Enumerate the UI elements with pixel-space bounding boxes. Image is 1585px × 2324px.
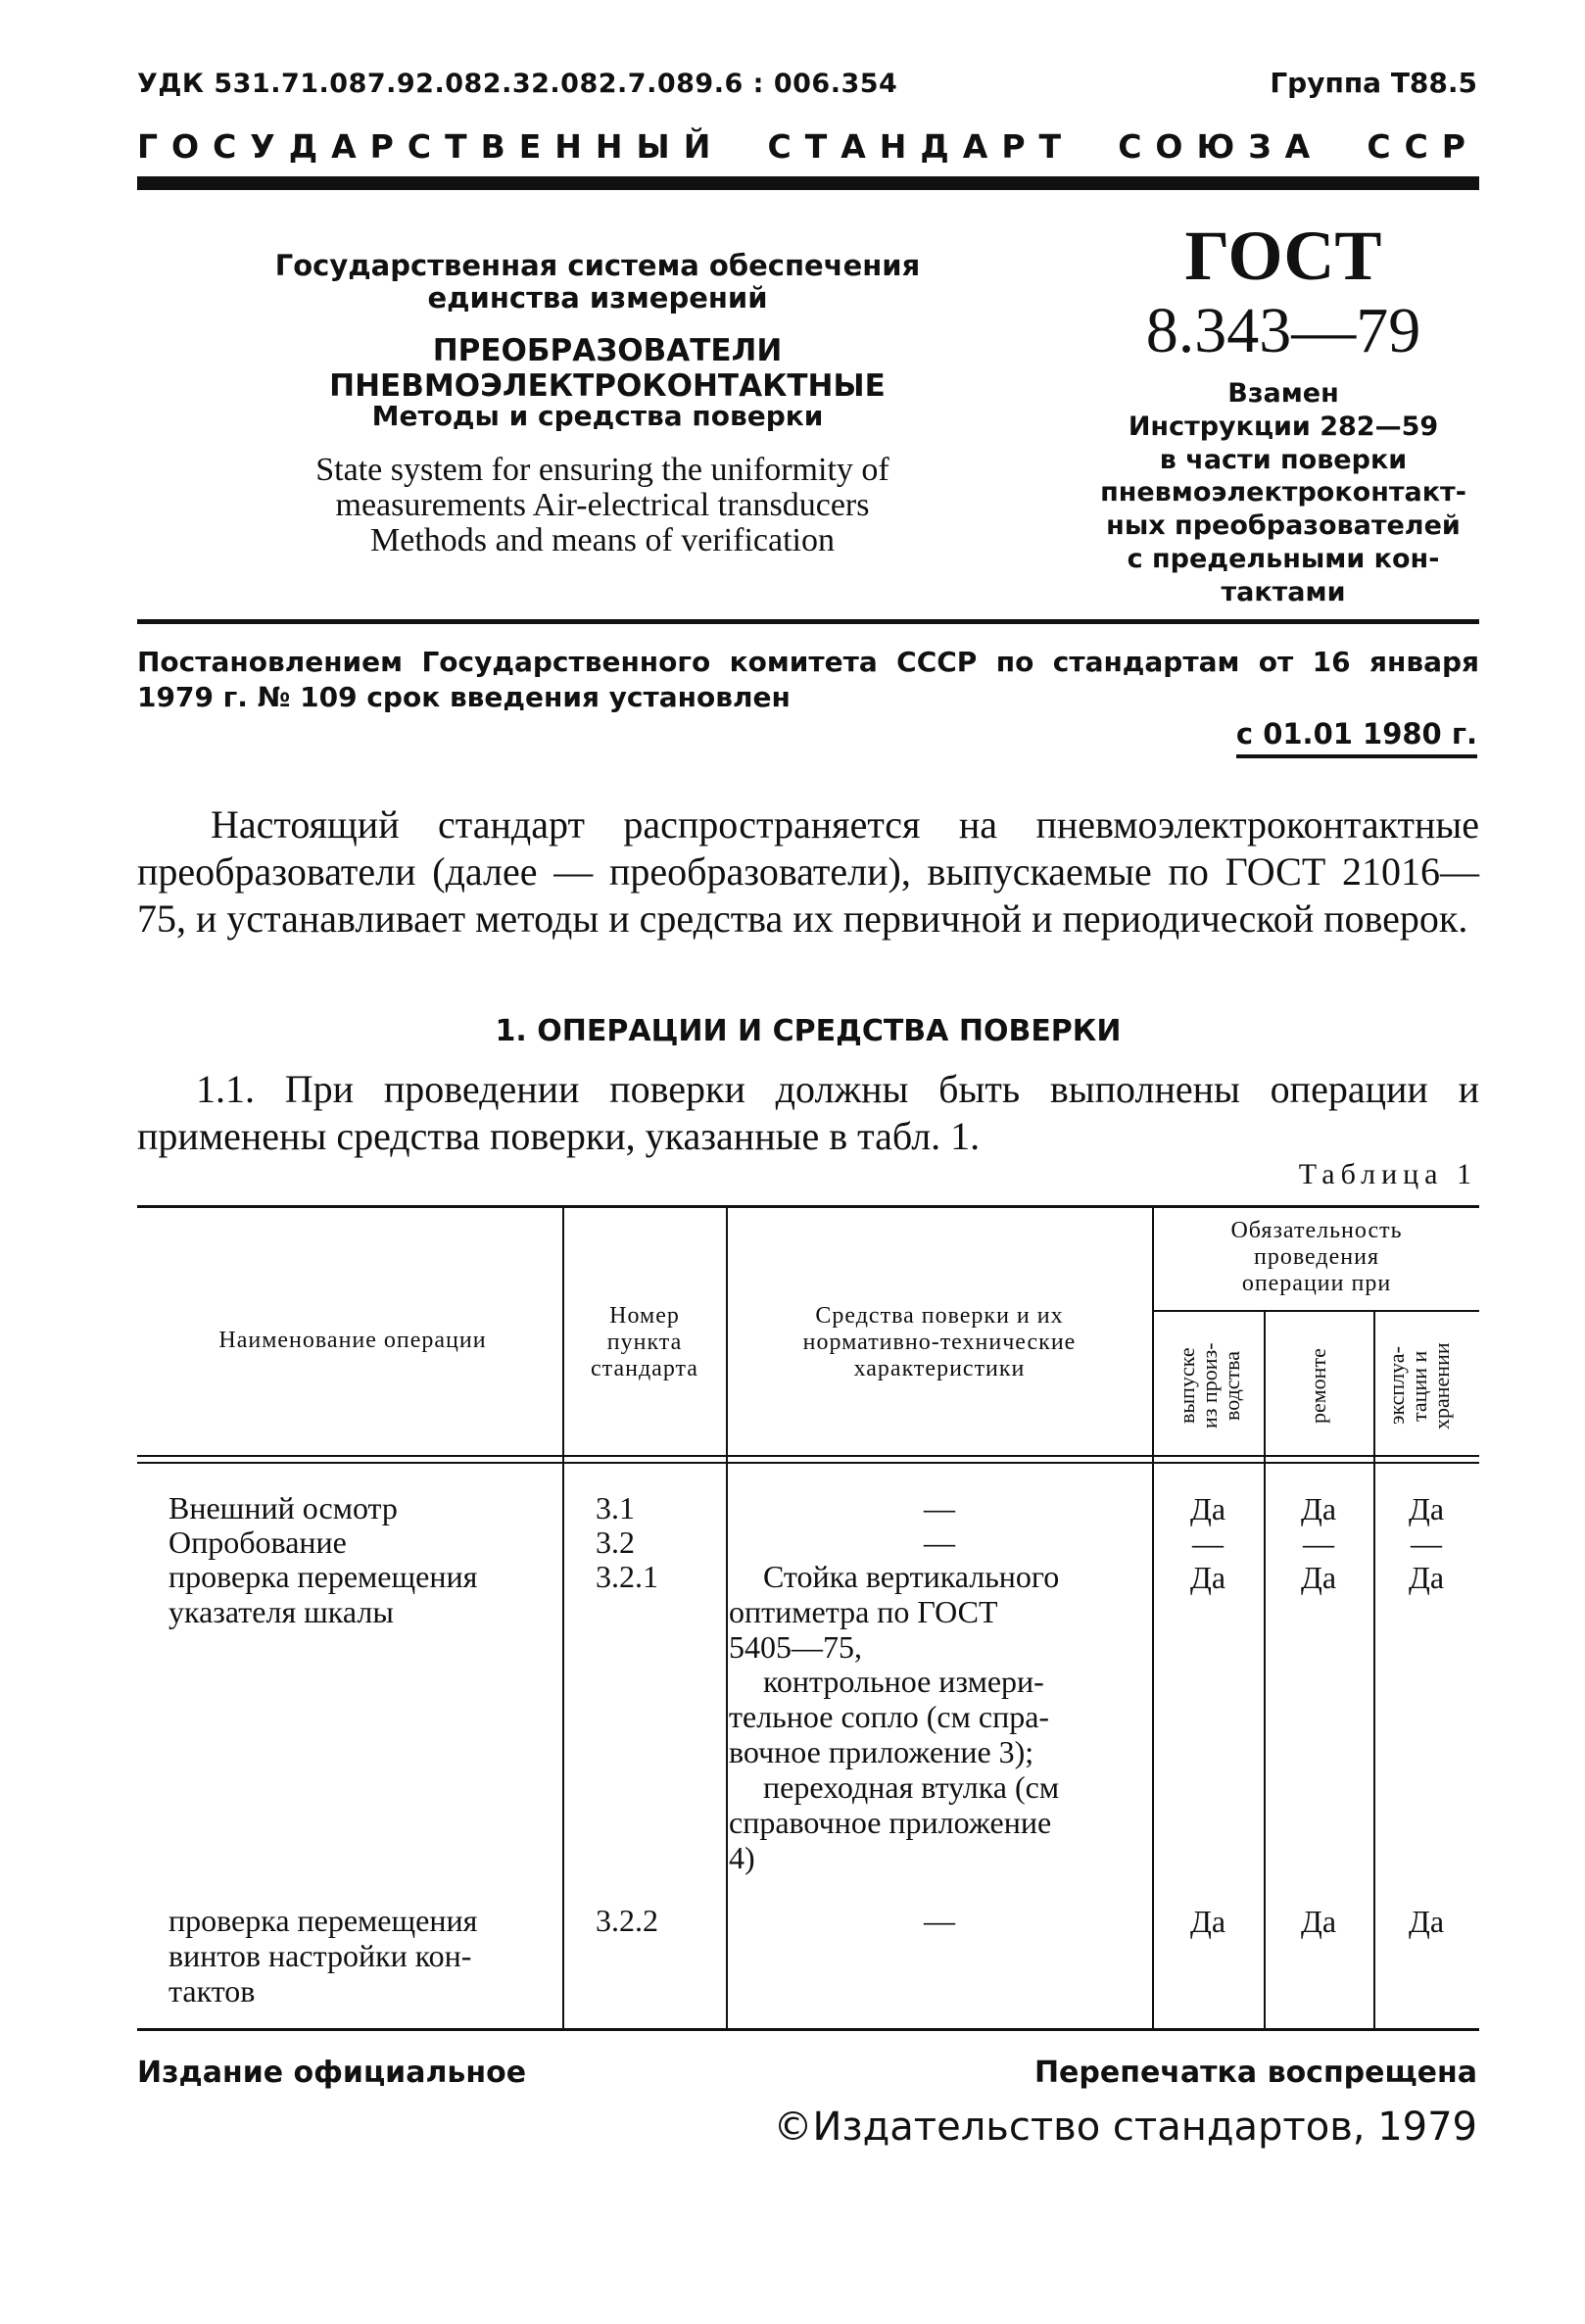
state-standard-banner bbox=[137, 127, 1479, 166]
mandatory-subrule bbox=[1154, 1310, 1479, 1312]
row-release: Да bbox=[1189, 1560, 1226, 1595]
col-divider bbox=[1152, 1207, 1154, 2028]
table-header-rule bbox=[137, 1455, 1479, 1457]
row-means-line: контрольное измери- bbox=[763, 1664, 1044, 1700]
banner-word: СТАНДАРТ bbox=[767, 127, 1076, 166]
col-divider bbox=[1264, 1312, 1266, 2028]
row-use: — bbox=[1411, 1525, 1442, 1561]
row-operation-line: тактов bbox=[168, 1972, 256, 2009]
replaces-line: Инструкции 282—59 bbox=[1128, 411, 1439, 442]
row-use: Да bbox=[1408, 1904, 1445, 1939]
replaces-line: пневмоэлектроконтакт- bbox=[1100, 477, 1466, 508]
english-title-line: Methods and means of verification bbox=[370, 522, 835, 559]
system-title-line: Государственная система обеспечения bbox=[274, 249, 921, 282]
english-title bbox=[225, 453, 980, 558]
effective-date: с 01.01 1980 г. bbox=[1236, 717, 1477, 758]
header-release-line: из произ- bbox=[1197, 1342, 1223, 1429]
row-means-line: 5405—75, bbox=[729, 1628, 862, 1665]
gost-number: 8.343—79 bbox=[1145, 295, 1421, 366]
group-code: Группа Т88.5 bbox=[1270, 67, 1477, 99]
row-operation-line: указателя шкалы bbox=[168, 1593, 394, 1629]
row-operation: Опробование bbox=[168, 1525, 347, 1560]
row-means-line: справочное приложение bbox=[729, 1804, 1052, 1840]
english-title-line: State system for ensuring the uniformity of bbox=[315, 452, 889, 488]
header-operation: Наименование операции bbox=[218, 1328, 487, 1353]
banner-word: ССР bbox=[1367, 127, 1479, 166]
row-clause: 3.2.2 bbox=[596, 1903, 658, 1938]
udk-code: УДК 531.71.087.92.082.32.082.7.089.6 : 006.354 bbox=[137, 69, 898, 99]
row-clause: 3.2.1 bbox=[596, 1559, 658, 1594]
row-operation-line: проверка перемещения bbox=[168, 1559, 478, 1594]
header-means bbox=[729, 1303, 1150, 1382]
row-means: — bbox=[924, 1490, 955, 1525]
row-clause: 3.1 bbox=[596, 1490, 635, 1525]
table-caption: Таблица 1 bbox=[1298, 1158, 1477, 1190]
header-clause bbox=[564, 1303, 725, 1382]
header-clause-line: Номер bbox=[609, 1303, 680, 1329]
header-means-line: характеристики bbox=[853, 1355, 1026, 1381]
row-repair: Да bbox=[1300, 1491, 1337, 1526]
row-means: — bbox=[924, 1525, 955, 1560]
intro-paragraph: Настоящий стандарт распространяется на пневмоэлектроконтактные преобразователи (далее — преобразователи), выпускаемые по ГОСТ 21016—75, и устанавливает методы и средства их первичной и периодической поверок. bbox=[137, 802, 1479, 941]
footer-reprint: Перепечатка воспрещена bbox=[1033, 2056, 1477, 2090]
banner-word: ГОСУДАРСТВЕННЫЙ bbox=[137, 127, 725, 166]
header-release bbox=[1176, 1325, 1243, 1447]
footer-copyright: ©Издательство стандартов, 1979 bbox=[773, 2105, 1477, 2150]
header-mandatory-line: проведения bbox=[1254, 1243, 1379, 1270]
replaces-line: с предельными кон- bbox=[1127, 543, 1440, 574]
row-use: Да bbox=[1408, 1491, 1445, 1526]
document-subtitle: Методы и средства поверки bbox=[371, 400, 824, 432]
header-use-line: хранении bbox=[1429, 1342, 1455, 1429]
row-means-line: 4) bbox=[729, 1839, 755, 1875]
header-means-line: Средства поверки и их bbox=[815, 1303, 1064, 1329]
row-means-line: тельное сопло (см спра- bbox=[729, 1699, 1050, 1735]
row-means bbox=[729, 1560, 1146, 1875]
row-release: Да bbox=[1189, 1904, 1226, 1939]
english-title-line: measurements Air-electrical transducers bbox=[335, 487, 870, 524]
title-divider bbox=[137, 619, 1479, 624]
header-use-line: эксплуа- bbox=[1384, 1346, 1409, 1426]
header-mandatory-line: операции при bbox=[1241, 1270, 1392, 1296]
header-use-line: тации и bbox=[1407, 1350, 1432, 1422]
banner-word: СОЮЗА bbox=[1118, 127, 1324, 166]
row-use: Да bbox=[1408, 1560, 1445, 1595]
replaces-line: в части поверки bbox=[1159, 444, 1408, 475]
row-repair: — bbox=[1303, 1525, 1334, 1561]
row-operation bbox=[168, 1560, 551, 1630]
replaces-line: тактами bbox=[1221, 576, 1346, 607]
row-means: — bbox=[924, 1903, 955, 1938]
row-repair: Да bbox=[1300, 1560, 1337, 1595]
decree-text: Постановлением Государственного комитета СССР по стандартам от 16 января 1979 г. № 109 срок введения установлен bbox=[137, 646, 1479, 714]
replaces-line: ных преобразователей bbox=[1106, 510, 1461, 541]
table-top-rule bbox=[137, 1205, 1479, 1208]
section-title: 1. ОПЕРАЦИИ И СРЕДСТВА ПОВЕРКИ bbox=[495, 1014, 1122, 1048]
header-release-line: водства bbox=[1220, 1350, 1245, 1422]
table-bottom-rule bbox=[137, 2028, 1479, 2031]
replaces-note bbox=[1087, 377, 1479, 608]
system-title-line: единства измерений bbox=[427, 281, 768, 315]
system-title bbox=[176, 250, 1019, 315]
header-use bbox=[1385, 1325, 1453, 1447]
header-clause-line: пункта bbox=[606, 1329, 683, 1355]
table-header-rule bbox=[137, 1462, 1479, 1464]
col-divider bbox=[726, 1207, 728, 2028]
header-means-line: нормативно-технические bbox=[802, 1329, 1077, 1355]
header-release-line: выпуске bbox=[1175, 1347, 1199, 1425]
header-mandatory bbox=[1154, 1218, 1479, 1297]
row-operation-line: проверка перемещения bbox=[168, 1903, 478, 1938]
row-operation bbox=[168, 1904, 551, 2009]
gost-label: ГОСТ bbox=[1184, 217, 1382, 295]
paragraph-1-1: 1.1. При проведении поверки должны быть выполнены операции и применены средства поверки, указанные в табл. 1. bbox=[137, 1067, 1479, 1158]
row-means-line: переходная втулка (см bbox=[763, 1768, 1060, 1805]
row-release: Да bbox=[1189, 1491, 1226, 1526]
row-operation-line: винтов настройки кон- bbox=[168, 1937, 472, 1973]
row-release: — bbox=[1192, 1525, 1224, 1561]
header-repair: ремонте bbox=[1306, 1348, 1330, 1424]
top-divider bbox=[137, 176, 1479, 190]
document-title: ПРЕОБРАЗОВАТЕЛИ ПНЕВМОЭЛЕКТРОКОНТАКТНЫЕ bbox=[329, 333, 886, 404]
row-clause: 3.2 bbox=[596, 1525, 635, 1560]
row-means-line: Стойка вертикального bbox=[763, 1559, 1060, 1594]
header-clause-line: стандарта bbox=[591, 1355, 698, 1381]
row-operation: Внешний осмотр bbox=[168, 1490, 398, 1525]
col-divider bbox=[1373, 1312, 1375, 2028]
row-means-line: вочное приложение 3); bbox=[729, 1734, 1034, 1770]
footer-official: Издание официальное bbox=[137, 2056, 527, 2090]
row-means-line: оптиметра по ГОСТ bbox=[729, 1593, 998, 1629]
header-mandatory-line: Обязательность bbox=[1230, 1218, 1403, 1243]
row-repair: Да bbox=[1300, 1904, 1337, 1939]
replaces-line: Взамен bbox=[1227, 378, 1339, 409]
